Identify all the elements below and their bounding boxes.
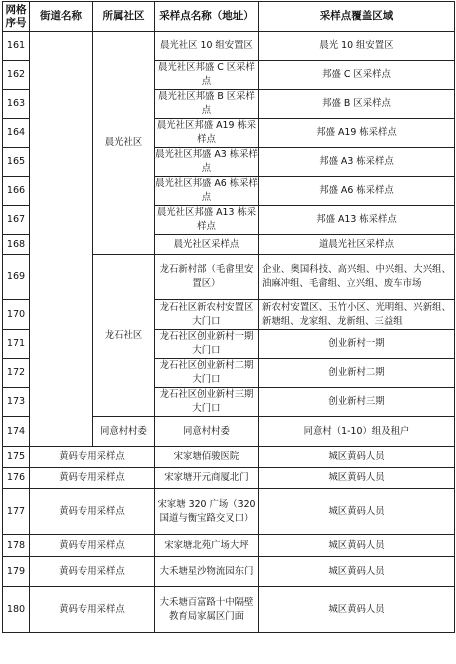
street-cell bbox=[30, 32, 93, 447]
header-row bbox=[3, 2, 455, 32]
site-cell: 晨光社区邦盛 C 区采样点 bbox=[155, 61, 259, 90]
table-row bbox=[3, 535, 455, 557]
table-row bbox=[3, 447, 455, 468]
grid-number: 163 bbox=[3, 90, 30, 119]
header-coverage: 采样点覆盖区域 bbox=[259, 2, 455, 32]
site-cell: 宋家塘 320 广场（320 国道与衡宝路交叉口） bbox=[155, 489, 259, 535]
street-cell: 黄码专用采样点 bbox=[30, 535, 155, 557]
coverage-cell: 城区黄码人员 bbox=[259, 489, 455, 535]
coverage-cell: 企业、奥国科技、高兴组、中兴组、大兴组、油麻冲组、毛畲组、立兴组、废车市场 bbox=[259, 255, 455, 300]
coverage-cell: 邦盛 A3 栋采样点 bbox=[259, 148, 455, 177]
grid-number: 170 bbox=[3, 300, 30, 330]
site-cell: 同意村村委 bbox=[155, 417, 259, 447]
site-cell: 晨光社区邦盛 A19 栋采样点 bbox=[155, 119, 259, 148]
site-cell: 大禾塘百富路十中隔壁教育局家属区门面 bbox=[155, 587, 259, 633]
community-cell: 同意村村委 bbox=[93, 417, 155, 447]
site-cell: 宋家塘北苑广场大坪 bbox=[155, 535, 259, 557]
street-cell: 黄码专用采样点 bbox=[30, 447, 155, 468]
grid-number: 178 bbox=[3, 535, 30, 557]
site-cell: 龙石社区创业新村二期大门口 bbox=[155, 359, 259, 388]
coverage-cell: 创业新村一期 bbox=[259, 330, 455, 359]
coverage-cell: 邦盛 A13 栋采样点 bbox=[259, 206, 455, 235]
community-cell: 晨光社区 bbox=[93, 32, 155, 255]
header-community: 所属社区 bbox=[93, 2, 155, 32]
grid-number: 179 bbox=[3, 557, 30, 587]
table-row bbox=[3, 32, 455, 61]
coverage-cell: 晨光 10 组安置区 bbox=[259, 32, 455, 61]
grid-number: 175 bbox=[3, 447, 30, 468]
coverage-cell: 道晨光社区采样点 bbox=[259, 235, 455, 255]
site-cell: 龙石社区创业新村三期大门口 bbox=[155, 388, 259, 417]
grid-number: 166 bbox=[3, 177, 30, 206]
header-site: 采样点名称（地址） bbox=[155, 2, 259, 32]
grid-number: 174 bbox=[3, 417, 30, 447]
coverage-cell: 创业新村二期 bbox=[259, 359, 455, 388]
coverage-cell: 邦盛 A19 栋采样点 bbox=[259, 119, 455, 148]
header-grid-no: 网格序号 bbox=[3, 2, 30, 32]
table-row bbox=[3, 468, 455, 489]
site-cell: 宋家塘佰骏医院 bbox=[155, 447, 259, 468]
grid-number: 177 bbox=[3, 489, 30, 535]
coverage-cell: 城区黄码人员 bbox=[259, 468, 455, 489]
site-cell: 晨光社区邦盛 A13 栋采样点 bbox=[155, 206, 259, 235]
site-cell: 大禾塘星沙物流园东门 bbox=[155, 557, 259, 587]
grid-number: 164 bbox=[3, 119, 30, 148]
coverage-cell: 邦盛 B 区采样点 bbox=[259, 90, 455, 119]
grid-number: 162 bbox=[3, 61, 30, 90]
grid-number: 168 bbox=[3, 235, 30, 255]
table-row bbox=[3, 587, 455, 633]
street-cell: 黄码专用采样点 bbox=[30, 468, 155, 489]
coverage-cell: 新农村安置区、玉竹小区、光明组、兴新组、新塘组、龙家组、龙新组、三益组 bbox=[259, 300, 455, 330]
grid-number: 180 bbox=[3, 587, 30, 633]
grid-number: 165 bbox=[3, 148, 30, 177]
site-cell: 晨光社区邦盛 A6 栋采样点 bbox=[155, 177, 259, 206]
street-cell: 黄码专用采样点 bbox=[30, 587, 155, 633]
coverage-cell: 邦盛 C 区采样点 bbox=[259, 61, 455, 90]
site-cell: 晨光社区 10 组安置区 bbox=[155, 32, 259, 61]
grid-number: 176 bbox=[3, 468, 30, 489]
coverage-cell: 城区黄码人员 bbox=[259, 535, 455, 557]
site-cell: 晨光社区邦盛 B 区采样点 bbox=[155, 90, 259, 119]
street-cell: 黄码专用采样点 bbox=[30, 489, 155, 535]
grid-number: 171 bbox=[3, 330, 30, 359]
grid-number: 172 bbox=[3, 359, 30, 388]
coverage-cell: 城区黄码人员 bbox=[259, 557, 455, 587]
grid-number: 167 bbox=[3, 206, 30, 235]
site-cell: 晨光社区采样点 bbox=[155, 235, 259, 255]
sampling-sites-table bbox=[2, 1, 455, 633]
site-cell: 龙石社区新农村安置区大门口 bbox=[155, 300, 259, 330]
street-cell: 黄码专用采样点 bbox=[30, 557, 155, 587]
coverage-cell: 邦盛 A6 栋采样点 bbox=[259, 177, 455, 206]
site-cell: 龙石新村部（毛畲里安置区） bbox=[155, 255, 259, 300]
site-cell: 宋家塘开元商厦北门 bbox=[155, 468, 259, 489]
grid-number: 169 bbox=[3, 255, 30, 300]
community-cell: 龙石社区 bbox=[93, 255, 155, 417]
coverage-cell: 同意村（1-10）组及租户 bbox=[259, 417, 455, 447]
header-street: 街道名称 bbox=[30, 2, 93, 32]
table-row bbox=[3, 489, 455, 535]
grid-number: 173 bbox=[3, 388, 30, 417]
coverage-cell: 城区黄码人员 bbox=[259, 587, 455, 633]
table-row bbox=[3, 557, 455, 587]
site-cell: 晨光社区邦盛 A3 栋采样点 bbox=[155, 148, 259, 177]
grid-number: 161 bbox=[3, 32, 30, 61]
coverage-cell: 城区黄码人员 bbox=[259, 447, 455, 468]
site-cell: 龙石社区创业新村一期大门口 bbox=[155, 330, 259, 359]
coverage-cell: 创业新村三期 bbox=[259, 388, 455, 417]
